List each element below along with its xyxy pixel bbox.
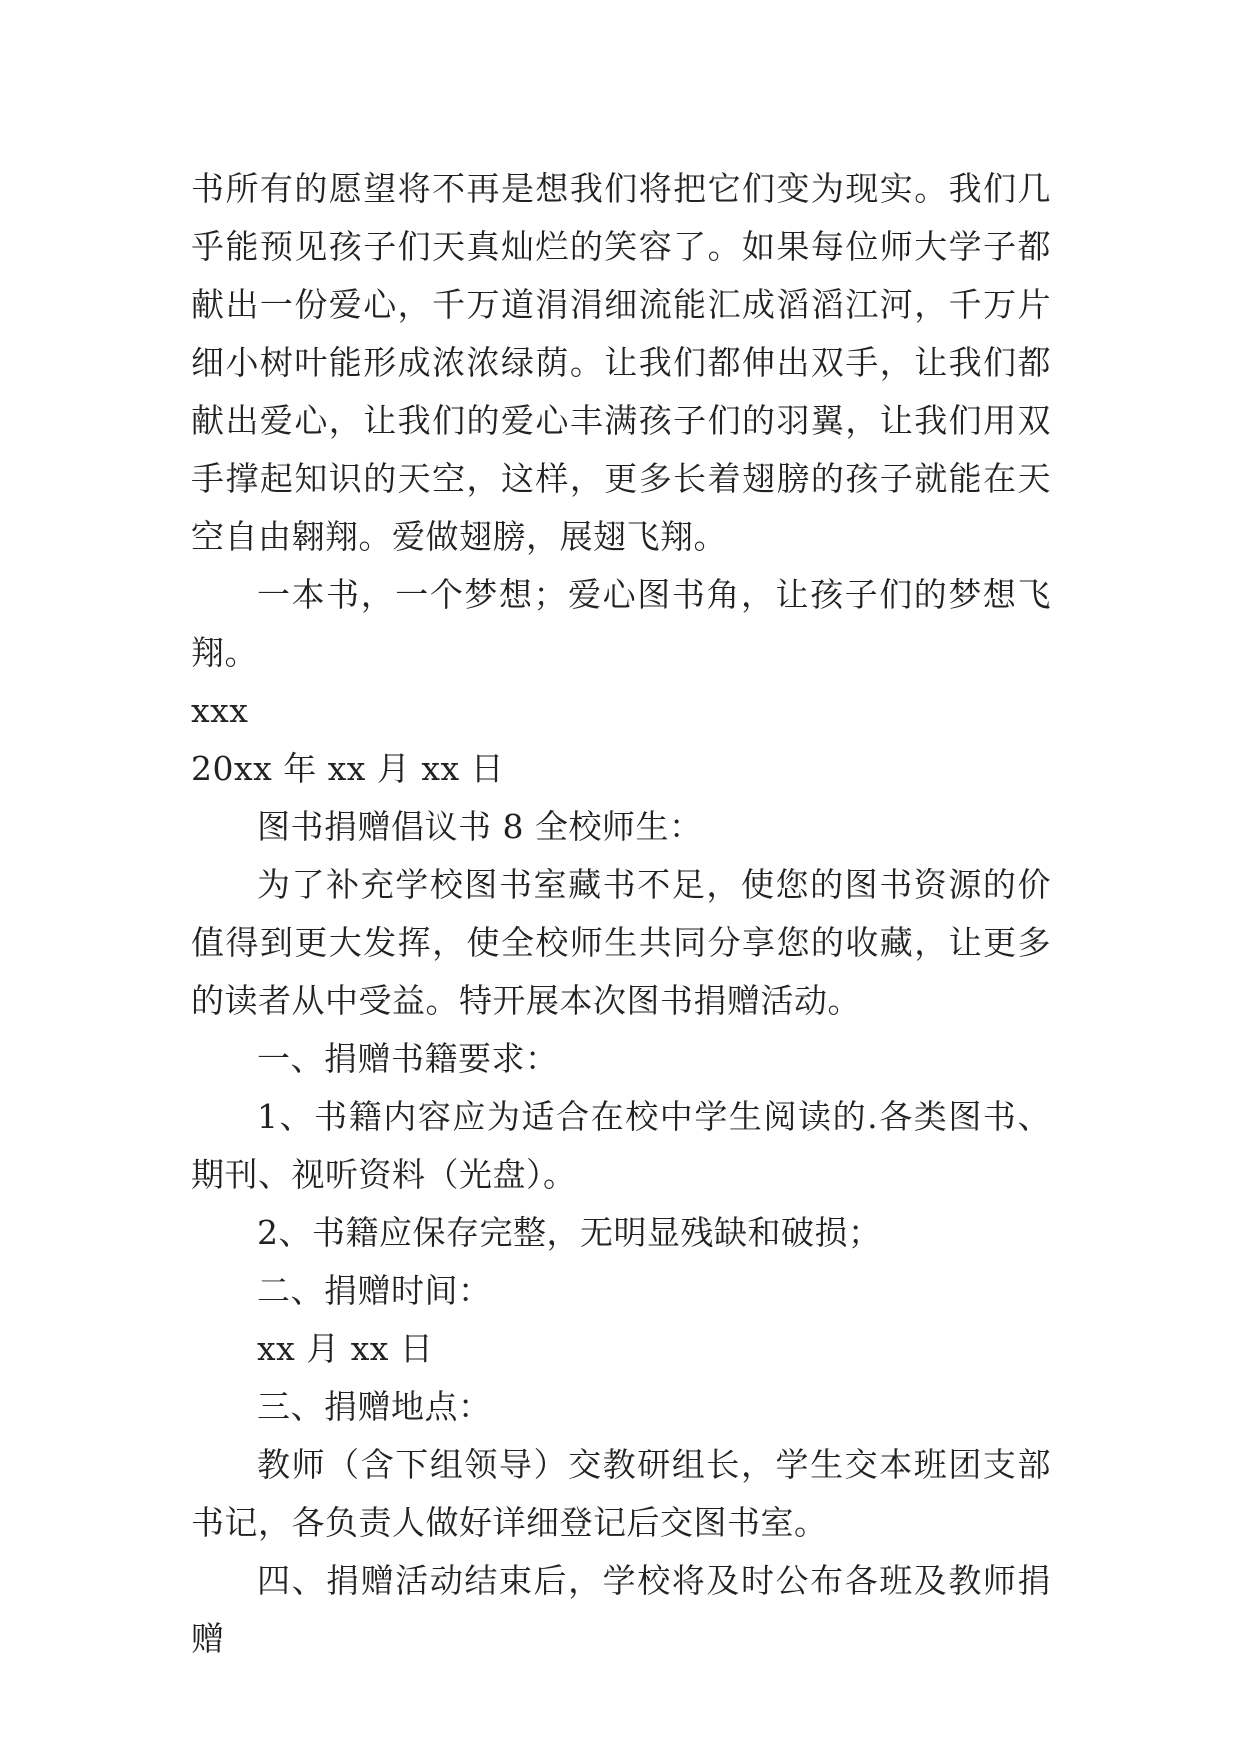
- section-title: 图书捐赠倡议书 8 全校师生：: [257, 807, 703, 846]
- requirement-item-2: 2、书籍应保存完整，无明显残缺和破损；: [257, 1213, 882, 1252]
- heading-requirements: 一、捐赠书籍要求：: [257, 1039, 559, 1078]
- signature-date: 20xx 年 xx 月 xx 日: [191, 749, 505, 788]
- paragraph-intro: 为了补充学校图书室藏书不足，使您的图书资源的价值得到更大发挥，使全校师生共同分享您的收藏，让更多的读者从中受益。特开展本次图书捐赠活动。: [191, 865, 1051, 1020]
- heading-time: 二、捐赠时间：: [257, 1271, 492, 1310]
- signature-name: xxx: [191, 691, 249, 730]
- document-body: [191, 160, 1051, 1668]
- requirement-item-1: 1、书籍内容应为适合在校中学生阅读的.各类图书、期刊、视听资料（光盘）。: [191, 1097, 1051, 1194]
- heading-location: 三、捐赠地点：: [257, 1387, 492, 1426]
- item-four: 四、捐赠活动结束后，学校将及时公布各班及教师捐赠: [191, 1561, 1051, 1658]
- paragraph-1: 书所有的愿望将不再是想我们将把它们变为现实。我们几乎能预见孩子们天真灿烂的笑容了。如果每位师大学子都献出一份爱心，千万道涓涓细流能汇成滔滔江河，千万片细小树叶能形成浓浓绿荫。让我们都伸出双手，让我们都献出爱心，让我们的爱心丰满孩子们的羽翼，让我们用双手撑起知识的天空，这样，更多长着翅膀的孩子就能在天空自由翱翔。爱做翅膀，展翅飞翔。: [191, 169, 1051, 556]
- paragraph-2: 一本书，一个梦想；爱心图书角，让孩子们的梦想飞翔。: [191, 575, 1051, 672]
- location-detail: 教师（含下组领导）交教研组长，学生交本班团支部书记，各负责人做好详细登记后交图书室。: [191, 1445, 1051, 1542]
- time-value: xx 月 xx 日: [257, 1329, 434, 1368]
